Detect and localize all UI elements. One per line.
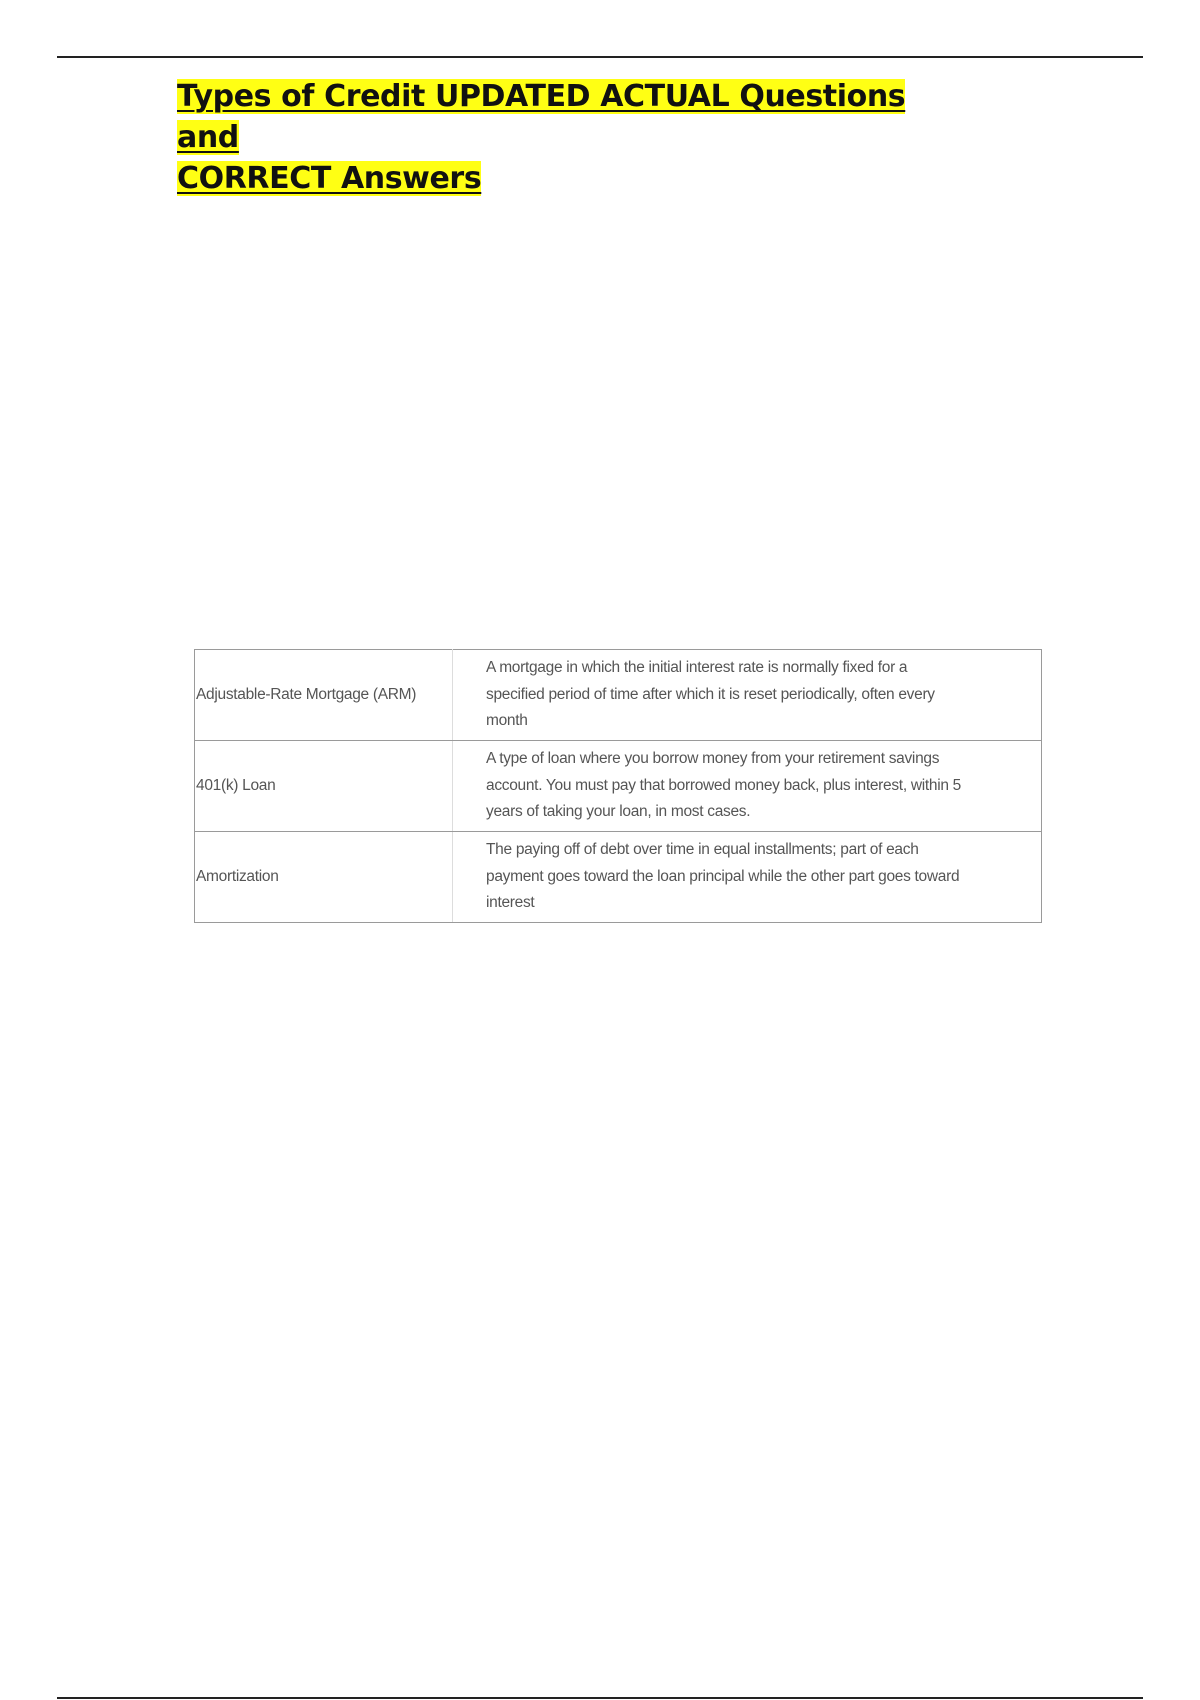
header-rule	[57, 56, 1143, 58]
document-title	[177, 76, 977, 199]
table-row	[195, 741, 1042, 832]
term-cell: 401(k) Loan	[195, 741, 453, 832]
table-row	[195, 832, 1042, 923]
definition-cell: A mortgage in which the initial interest rate is normally fixed for a specified period of time after which it is reset periodically, often every month	[453, 650, 1042, 741]
footer-rule	[57, 1697, 1143, 1699]
definition-cell: The paying off of debt over time in equal installments; part of each payment goes toward the loan principal while the other part goes toward interest	[453, 832, 1042, 923]
definition-cell: A type of loan where you borrow money from your retirement savings account. You must pay that borrowed money back, plus interest, within 5 years of taking your loan, in most cases.	[453, 741, 1042, 832]
terms-table	[194, 649, 1042, 923]
title-line-2: CORRECT Answers	[177, 161, 482, 196]
title-line-1: Types of Credit UPDATED ACTUAL Questions and	[177, 79, 906, 155]
table-row	[195, 650, 1042, 741]
term-cell: Amortization	[195, 832, 453, 923]
term-cell: Adjustable-Rate Mortgage (ARM)	[195, 650, 453, 741]
